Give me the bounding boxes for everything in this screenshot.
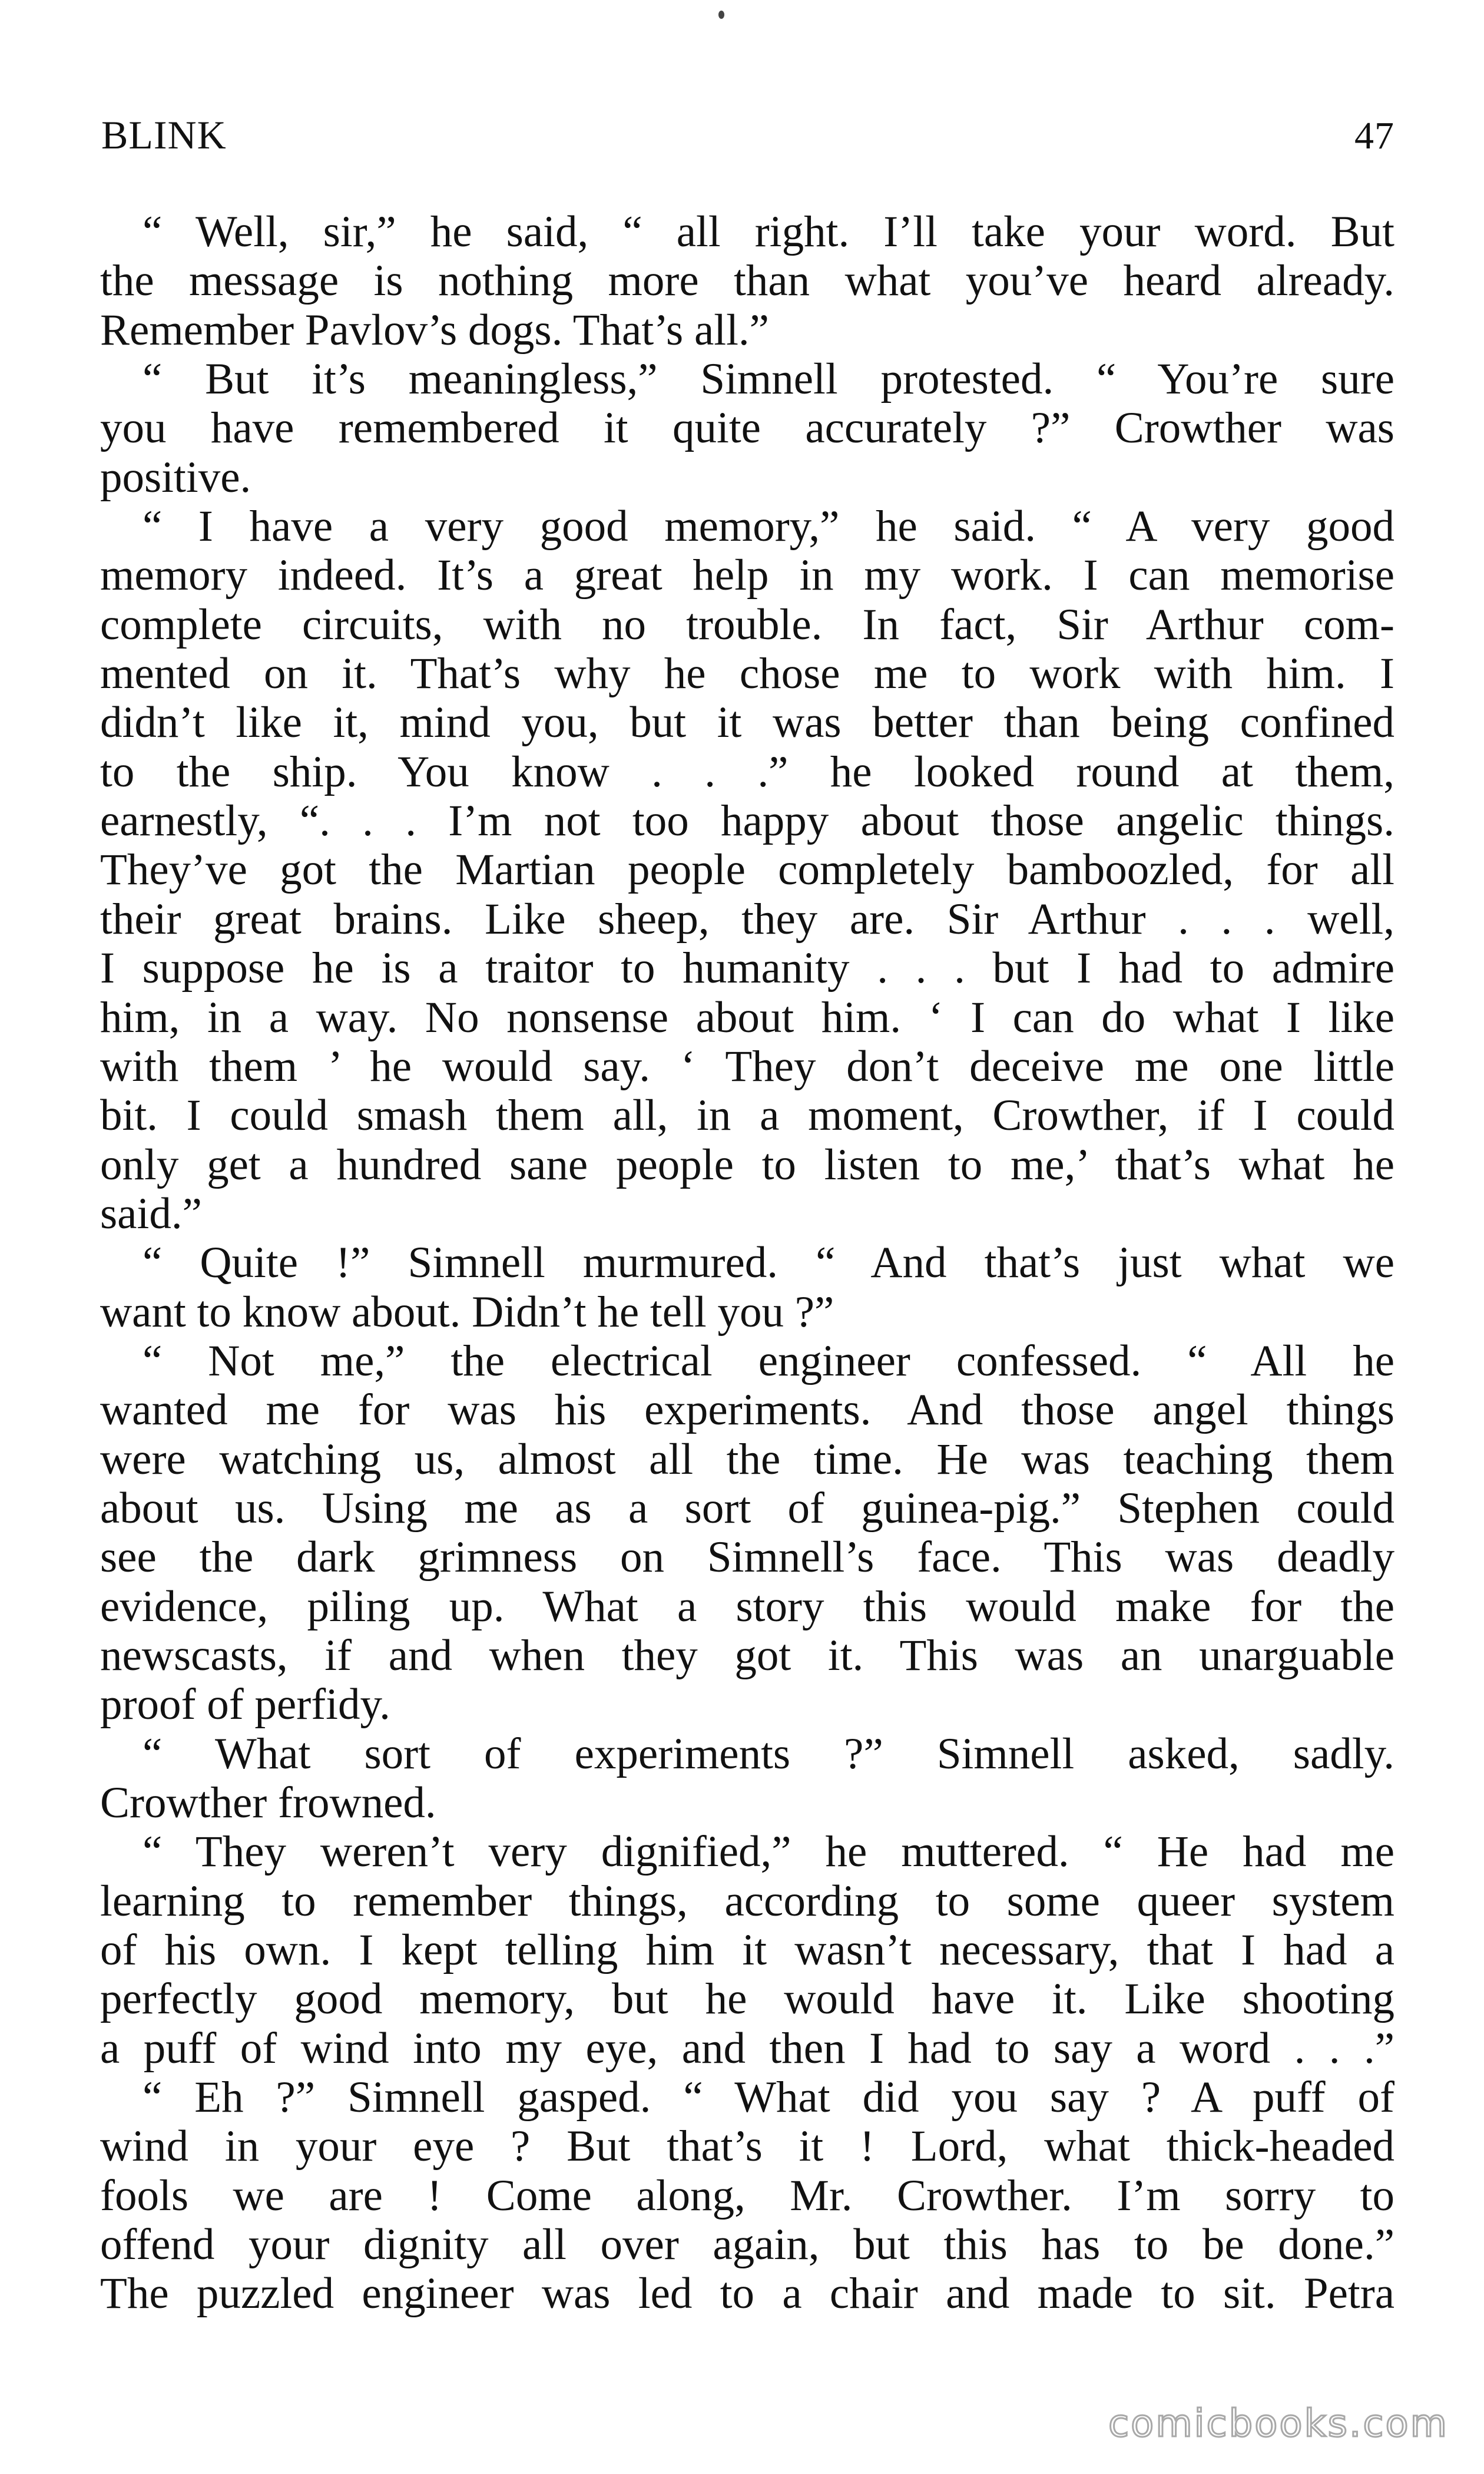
text-line: you have remembered it quite accurately ?” Crowther was	[100, 403, 1394, 453]
text-line: positive.	[100, 452, 251, 502]
text-line: “ But it’s meaningless,” Simnell protested. “ You’re sure	[143, 355, 1394, 404]
running-header	[101, 112, 1394, 165]
text-line: Remember Pavlov’s dogs. That’s all.”	[100, 305, 769, 355]
text-line: fools we are ! Come along, Mr. Crowther. I’m sorry to	[100, 2171, 1394, 2220]
watermark-text: comicbooks.com	[1108, 2402, 1449, 2446]
text-line: wind in your eye ? But that’s it ! Lord, what thick-headed	[100, 2122, 1394, 2171]
text-line: wanted me for was his experiments. And those angel things	[100, 1385, 1394, 1435]
text-line: “ What sort of experiments ?” Simnell asked, sadly.	[143, 1729, 1394, 1778]
text-line: mented on it. That’s why he chose me to work with him. I	[100, 649, 1394, 699]
text-line: only get a hundred sane people to listen to me,’ that’s what he	[100, 1140, 1394, 1189]
text-line: didn’t like it, mind you, but it was better than being confined	[100, 698, 1394, 748]
speck-mark	[718, 11, 724, 19]
text-line: newscasts, if and when they got it. This was an unarguable	[100, 1630, 1394, 1680]
text-line: learning to remember things, according to some queer system	[100, 1876, 1394, 1926]
text-line: were watching us, almost all the time. He was teaching them	[100, 1434, 1394, 1484]
chapter-title: BLINK	[101, 113, 227, 157]
text-line: complete circuits, with no trouble. In fact, Sir Arthur com-	[100, 600, 1394, 649]
text-line: “ Quite !” Simnell murmured. “ And that’s just what we	[143, 1238, 1394, 1288]
body-text	[100, 207, 1394, 2318]
text-line: evidence, piling up. What a story this would make for the	[100, 1582, 1394, 1631]
text-line: their great brains. Like sheep, they are. Sir Arthur . . . well,	[100, 894, 1394, 944]
text-line: The puzzled engineer was led to a chair and made to sit. Petra	[100, 2269, 1394, 2318]
text-line: “ Well, sir,” he said, “ all right. I’ll take your word. But	[143, 207, 1394, 256]
text-line: memory indeed. It’s a great help in my work. I can memorise	[100, 551, 1394, 600]
text-line: him, in a way. No nonsense about him. ‘ I can do what I like	[100, 993, 1394, 1042]
text-line: “ I have a very good memory,” he said. “ A very good	[143, 502, 1394, 551]
text-line: offend your dignity all over again, but this has to be done.”	[100, 2220, 1394, 2270]
text-line: a puff of wind into my eye, and then I had to say a word . . .”	[100, 2023, 1394, 2073]
text-line: the message is nothing more than what you’ve heard already.	[100, 256, 1394, 306]
text-line: “ Eh ?” Simnell gasped. “ What did you say ? A puff of	[143, 2073, 1394, 2122]
text-line: Crowther frowned.	[100, 1778, 436, 1827]
text-line: with them ’ he would say. ‘ They don’t deceive me one little	[100, 1041, 1394, 1091]
text-line: I suppose he is a traitor to humanity . . . but I had to admire	[100, 944, 1394, 993]
text-line: see the dark grimness on Simnell’s face. This was deadly	[100, 1533, 1394, 1582]
text-line: to the ship. You know . . .” he looked round at them,	[100, 747, 1394, 796]
text-line: of his own. I kept telling him it wasn’t necessary, that I had a	[100, 1926, 1394, 1975]
text-line: bit. I could smash them all, in a moment, Crowther, if I could	[100, 1091, 1394, 1140]
text-line: “ They weren’t very dignified,” he muttered. “ He had me	[143, 1827, 1394, 1877]
text-line: “ Not me,” the electrical engineer confessed. “ All he	[143, 1336, 1394, 1385]
page-number: 47	[1354, 114, 1394, 157]
text-line: said.”	[100, 1189, 202, 1238]
text-line: They’ve got the Martian people completely bamboozled, for all	[100, 845, 1394, 895]
text-line: earnestly, “. . . I’m not too happy about those angelic things.	[100, 796, 1394, 846]
text-line: want to know about. Didn’t he tell you ?”	[100, 1287, 834, 1337]
text-line: about us. Using me as a sort of guinea-pig.” Stephen could	[100, 1483, 1394, 1533]
text-line: proof of perfidy.	[100, 1680, 390, 1729]
text-line: perfectly good memory, but he would have it. Like shooting	[100, 1974, 1394, 2024]
